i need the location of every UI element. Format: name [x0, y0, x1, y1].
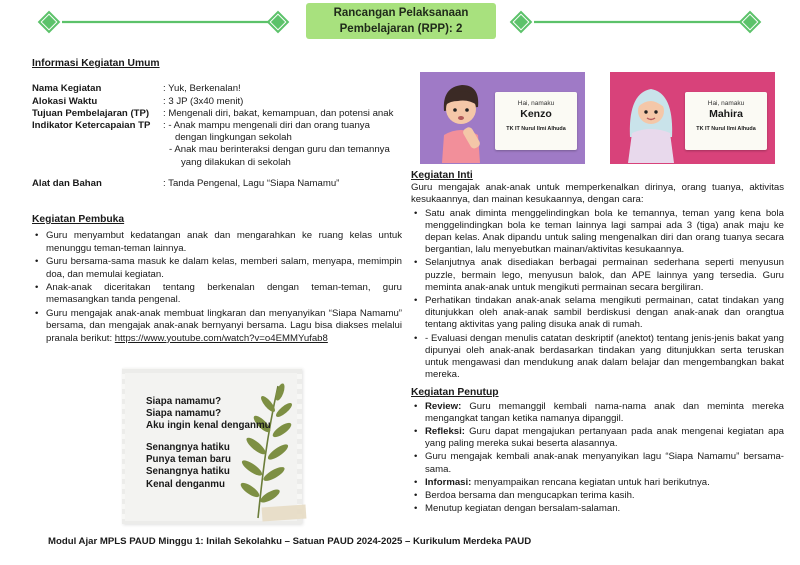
- item-label: Review:: [425, 400, 462, 412]
- list-item: • Satu anak diminta menggelindingkan bola ke temannya, teman yang kena bola menggelindingkan bola ke teman lainnya lagi sampai ada 3 (tiga) anak maju ke depan kelas. Anak dipandu untuk saling mengenalkan diri dan orang tuanya secara bergantian, lalu menyebutkan mainan/aktivitas kesukaannya.: [411, 208, 784, 257]
- pembuka-list: [32, 230, 402, 345]
- indikator-item: : - Anak mampu mengenali diri dan orang tuanya dengan lingkungan sekolah: [163, 120, 370, 144]
- item-label: Informasi:: [425, 476, 472, 488]
- name-tag-name: Kenzo: [520, 108, 552, 120]
- list-item: [32, 308, 402, 345]
- right-header-ornament: [506, 7, 768, 37]
- lyric-line: Aku ingin kenal denganmu: [146, 420, 271, 432]
- page-title-line1: Rancangan Pelaksanaan: [333, 7, 469, 19]
- name-tag-greeting: Hai, namaku: [517, 100, 555, 107]
- left-column: [32, 52, 402, 346]
- name-tag-card-mahira: [610, 72, 775, 164]
- list-item: • Guru bersama-sama masuk ke dalam kelas, memberi salam, menyapa, memimpin doa, dan memulai kegiatan.: [32, 256, 402, 281]
- info-label: Alokasi Waktu: [32, 95, 98, 107]
- item-text: menyampaikan rencana kegiatan untuk hari berikutnya.: [471, 476, 710, 488]
- info-row-indikator: [32, 120, 402, 169]
- list-item: [411, 426, 784, 450]
- name-tag-greeting: Hai, namaku: [707, 100, 745, 107]
- inti-section-title: Kegiatan Inti: [411, 170, 473, 181]
- lyric-line: Kenal denganmu: [146, 478, 225, 490]
- penutup-section-title: Kegiatan Penutup: [411, 387, 499, 399]
- info-value: : Mengenali diri, bakat, kemampuan, dan potensi anak: [163, 107, 394, 119]
- item-text: Menutup kegiatan dengan bersalam-salaman.: [425, 503, 621, 515]
- info-row-alat: [32, 178, 402, 190]
- diamond-ornament-icon: [39, 12, 59, 32]
- list-item: • Anak-anak diceritakan tentang berkenalan dengan teman-teman, guru memasangkan tanda pengenal.: [32, 282, 402, 307]
- item-text: Guru mengajak kembali anak-anak menyanyikan lagu “Siapa Namamu” bersama-sama.: [425, 451, 784, 475]
- lyric-line: Senangnya hatiku: [146, 466, 230, 478]
- info-row: [32, 96, 402, 108]
- info-row: [32, 83, 402, 95]
- diamond-ornament-icon: [511, 12, 531, 32]
- diamond-ornament-icon: [268, 12, 288, 32]
- inti-intro: Guru mengajak anak-anak untuk memperkenalkan dirinya, orang tuanya, aktivitas kesukaannya, dan mainan kesukaannya, dengan cara:: [411, 182, 784, 206]
- lyric-line: Punya teman baru: [146, 454, 231, 466]
- youtube-link[interactable]: https://www.youtube.com/watch?v=o4EMMYufab8: [114, 332, 328, 344]
- info-section-title: Informasi Kegiatan Umum: [32, 58, 160, 69]
- lyric-line: Siapa namamu?: [146, 396, 222, 407]
- list-item: • Selanjutnya anak disediakan berbagai permainan sederhana seperti menyusun puzzle, bermain lego, menyusun balok, dan APE lainnya yang tersedia. Guru meminta anak-anak untuk mengikuti permainan secara bergiliran.: [411, 257, 784, 294]
- name-tag: [685, 92, 767, 150]
- info-label: Alat dan Bahan: [32, 177, 102, 189]
- item-text: Guru memanggil kembali nama-nama anak dan meminta mereka mengangkat tangan ketika namanya dipanggil.: [425, 400, 784, 424]
- list-item: [411, 490, 784, 502]
- page-title-banner: [306, 3, 496, 39]
- page-footer: Modul Ajar MPLS PAUD Minggu 1: Inilah Sekolahku – Satuan PAUD 2024-2025 – Kurikulum Merdeka PAUD: [48, 536, 532, 547]
- name-tag-card-kenzo: [420, 72, 585, 164]
- info-label: Tujuan Pembelajaran (TP): [32, 107, 150, 119]
- girl-illustration-icon: [620, 77, 682, 163]
- boy-illustration-icon: [430, 77, 492, 163]
- item-text: Berdoa bersama dan mengucapkan terima kasih.: [425, 490, 635, 502]
- info-label: Indikator Ketercapaian TP: [32, 120, 151, 132]
- inti-list: [411, 208, 784, 382]
- penutup-list: [411, 401, 784, 516]
- pembuka-section-title: Kegiatan Pembuka: [32, 214, 125, 226]
- indikator-item: - Anak mau berinteraksi dengan guru dan temannya yang dilakukan di sekolah: [169, 144, 390, 168]
- list-item: • Perhatikan tindakan anak-anak selama mengikuti permainan, catat tindakan yang ditunjukkan oleh anak-anak sambil berdiskusi dengan anak-anak dan orangtua tentang aktivitas yang paling disuka anak di rumah.: [411, 295, 784, 332]
- info-value: : Tanda Pengenal, Lagu “Siapa Namamu”: [163, 177, 340, 189]
- list-item: • Guru menyambut kedatangan anak dan mengarahkan ke ruang kelas untuk menunggu teman-teman lainnya.: [32, 230, 402, 255]
- diamond-ornament-icon: [740, 12, 760, 32]
- song-lyrics: [146, 396, 271, 491]
- name-tag-school: TK IT Nurul Ilmi Alhuda: [696, 126, 756, 132]
- list-item-text: Guru mengajak anak-anak membuat lingkaran dan menyanyikan “Siapa Namamu” bersama, dan mengajak anak-anak bernyanyi bersama. Lagu bisa diakses melalui pranala berikut:: [46, 307, 402, 344]
- list-item: [411, 477, 784, 489]
- name-tag-name: Mahira: [709, 108, 743, 120]
- list-item: [411, 451, 784, 475]
- item-text: Guru dapat mengajukan pertanyaan pada anak mengenai kegiatan apa yang paling mereka sukai beserta alasannya.: [425, 426, 784, 450]
- left-header-ornament: [34, 7, 296, 37]
- info-row: [32, 108, 402, 120]
- name-tag: [495, 92, 577, 150]
- page-title-line2: Pembelajaran (RPP): 2: [339, 23, 463, 35]
- lyric-line: Siapa namamu?: [146, 408, 222, 420]
- info-value: : Yuk, Berkenalan!: [163, 83, 241, 95]
- list-item: [411, 401, 784, 425]
- info-label: Nama Kegiatan: [32, 83, 102, 95]
- item-label: Refleksi:: [425, 426, 465, 438]
- lyric-line: Senangnya hatiku: [146, 442, 230, 454]
- name-tag-school: TK IT Nurul Ilmi Alhuda: [506, 126, 566, 132]
- info-value: : 3 JP (3x40 menit): [163, 95, 244, 107]
- list-item: • - Evaluasi dengan menulis catatan deskriptif (anektot) tentang jenis-jenis bakat yang dipunyai oleh anak-anak berdasarkan tindakan yang ditunjukkan serta teruskan untuk mengawasi dan mendukung anak dalam belajar dan mengembangkan bakat mereka.: [411, 333, 784, 382]
- list-item: [411, 503, 784, 515]
- right-column: [411, 170, 784, 516]
